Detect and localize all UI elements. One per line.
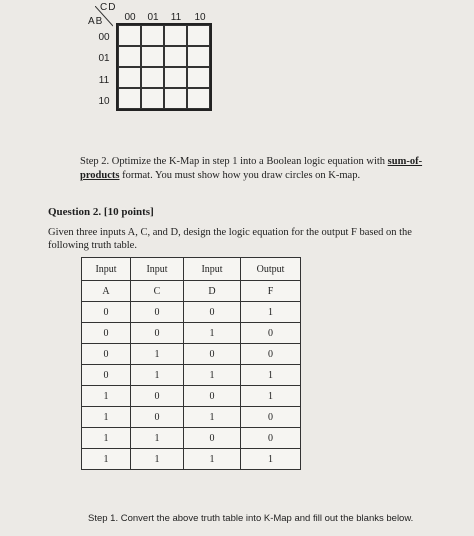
- kmap-row-header: 10: [98, 96, 110, 107]
- kmap-cell[interactable]: [141, 88, 164, 109]
- kmap-cell[interactable]: [118, 46, 141, 67]
- table-header-cell: D: [184, 281, 241, 302]
- table-var-header-row: [82, 281, 301, 302]
- kmap-cell[interactable]: [164, 67, 187, 88]
- table-cell: 1: [241, 302, 301, 323]
- table-cell: 0: [184, 428, 241, 449]
- kmap-cd-label: CD: [100, 2, 117, 13]
- table-group-header-row: [82, 258, 301, 281]
- table-cell: 1: [82, 386, 131, 407]
- table-cell: 1: [184, 449, 241, 470]
- table-cell: 1: [131, 449, 184, 470]
- table-cell: 0: [82, 302, 131, 323]
- table-row: [82, 344, 301, 365]
- table-cell: 1: [82, 449, 131, 470]
- table-header-cell: C: [131, 281, 184, 302]
- table-cell: 1: [82, 428, 131, 449]
- table-cell: 1: [131, 344, 184, 365]
- kmap-row-header: 11: [98, 75, 110, 86]
- kmap-ab-label: AB: [88, 16, 104, 27]
- kmap-grid: [116, 23, 212, 111]
- kmap-cell[interactable]: [164, 88, 187, 109]
- kmap-col-header: 11: [170, 12, 182, 23]
- kmap-cell[interactable]: [187, 67, 210, 88]
- truth-table: [81, 257, 301, 470]
- table-cell: 0: [131, 386, 184, 407]
- table-row: [82, 302, 301, 323]
- table-row: [82, 449, 301, 470]
- table-cell: 0: [241, 344, 301, 365]
- step2-suffix: format. You must show how you draw circles on K-map.: [119, 170, 361, 181]
- table-row: [82, 428, 301, 449]
- table-cell: 1: [82, 407, 131, 428]
- kmap-cell[interactable]: [164, 25, 187, 46]
- table-cell: 0: [241, 407, 301, 428]
- question2-title: Question 2. [10 points]: [48, 206, 154, 218]
- kmap-cell[interactable]: [187, 88, 210, 109]
- kmap-cell[interactable]: [164, 46, 187, 67]
- step2-emphasis: sum-of-products: [80, 156, 423, 181]
- table-cell: 1: [131, 365, 184, 386]
- kmap-col-header: 10: [194, 12, 206, 23]
- table-row: [82, 365, 301, 386]
- table-header-cell: Input: [131, 258, 184, 281]
- table-cell: 0: [131, 323, 184, 344]
- table-header-cell: A: [82, 281, 131, 302]
- table-cell: 0: [82, 365, 131, 386]
- table-row: [82, 323, 301, 344]
- table-cell: 0: [82, 323, 131, 344]
- table-header-cell: Input: [184, 258, 241, 281]
- table-cell: 0: [184, 386, 241, 407]
- kmap-cell[interactable]: [118, 25, 141, 46]
- question2-description: Given three inputs A, C, and D, design the logic equation for the output F based on the following truth table.: [48, 227, 412, 251]
- table-header-cell: Output: [241, 258, 301, 281]
- kmap-col-header: 00: [124, 12, 136, 23]
- kmap-cell[interactable]: [141, 67, 164, 88]
- table-header-cell: Input: [82, 258, 131, 281]
- table-cell: 1: [184, 407, 241, 428]
- step2-instructions: [80, 155, 430, 183]
- kmap-row-header: 01: [98, 53, 110, 64]
- table-cell: 1: [241, 449, 301, 470]
- table-header-cell: F: [241, 281, 301, 302]
- table-cell: 0: [82, 344, 131, 365]
- table-cell: 1: [241, 365, 301, 386]
- table-cell: 0: [131, 302, 184, 323]
- table-cell: 1: [184, 365, 241, 386]
- kmap-cell[interactable]: [118, 67, 141, 88]
- kmap-row-header: 00: [98, 32, 110, 43]
- table-cell: 0: [241, 428, 301, 449]
- table-cell: 0: [184, 344, 241, 365]
- table-cell: 1: [131, 428, 184, 449]
- kmap-cell[interactable]: [118, 88, 141, 109]
- table-row: [82, 386, 301, 407]
- step2-prefix: Step 2. Optimize the K-Map in step 1 into a Boolean logic equation with: [80, 156, 388, 167]
- table-cell: 0: [131, 407, 184, 428]
- kmap-cell[interactable]: [141, 25, 164, 46]
- kmap-col-header: 01: [147, 12, 159, 23]
- kmap-cell[interactable]: [141, 46, 164, 67]
- table-row: [82, 407, 301, 428]
- step1-instructions: Step 1. Convert the above truth table into K-Map and fill out the blanks below.: [88, 513, 414, 524]
- table-cell: 1: [184, 323, 241, 344]
- table-cell: 0: [241, 323, 301, 344]
- kmap-cell[interactable]: [187, 25, 210, 46]
- kmap-cell[interactable]: [187, 46, 210, 67]
- table-cell: 0: [184, 302, 241, 323]
- table-cell: 1: [241, 386, 301, 407]
